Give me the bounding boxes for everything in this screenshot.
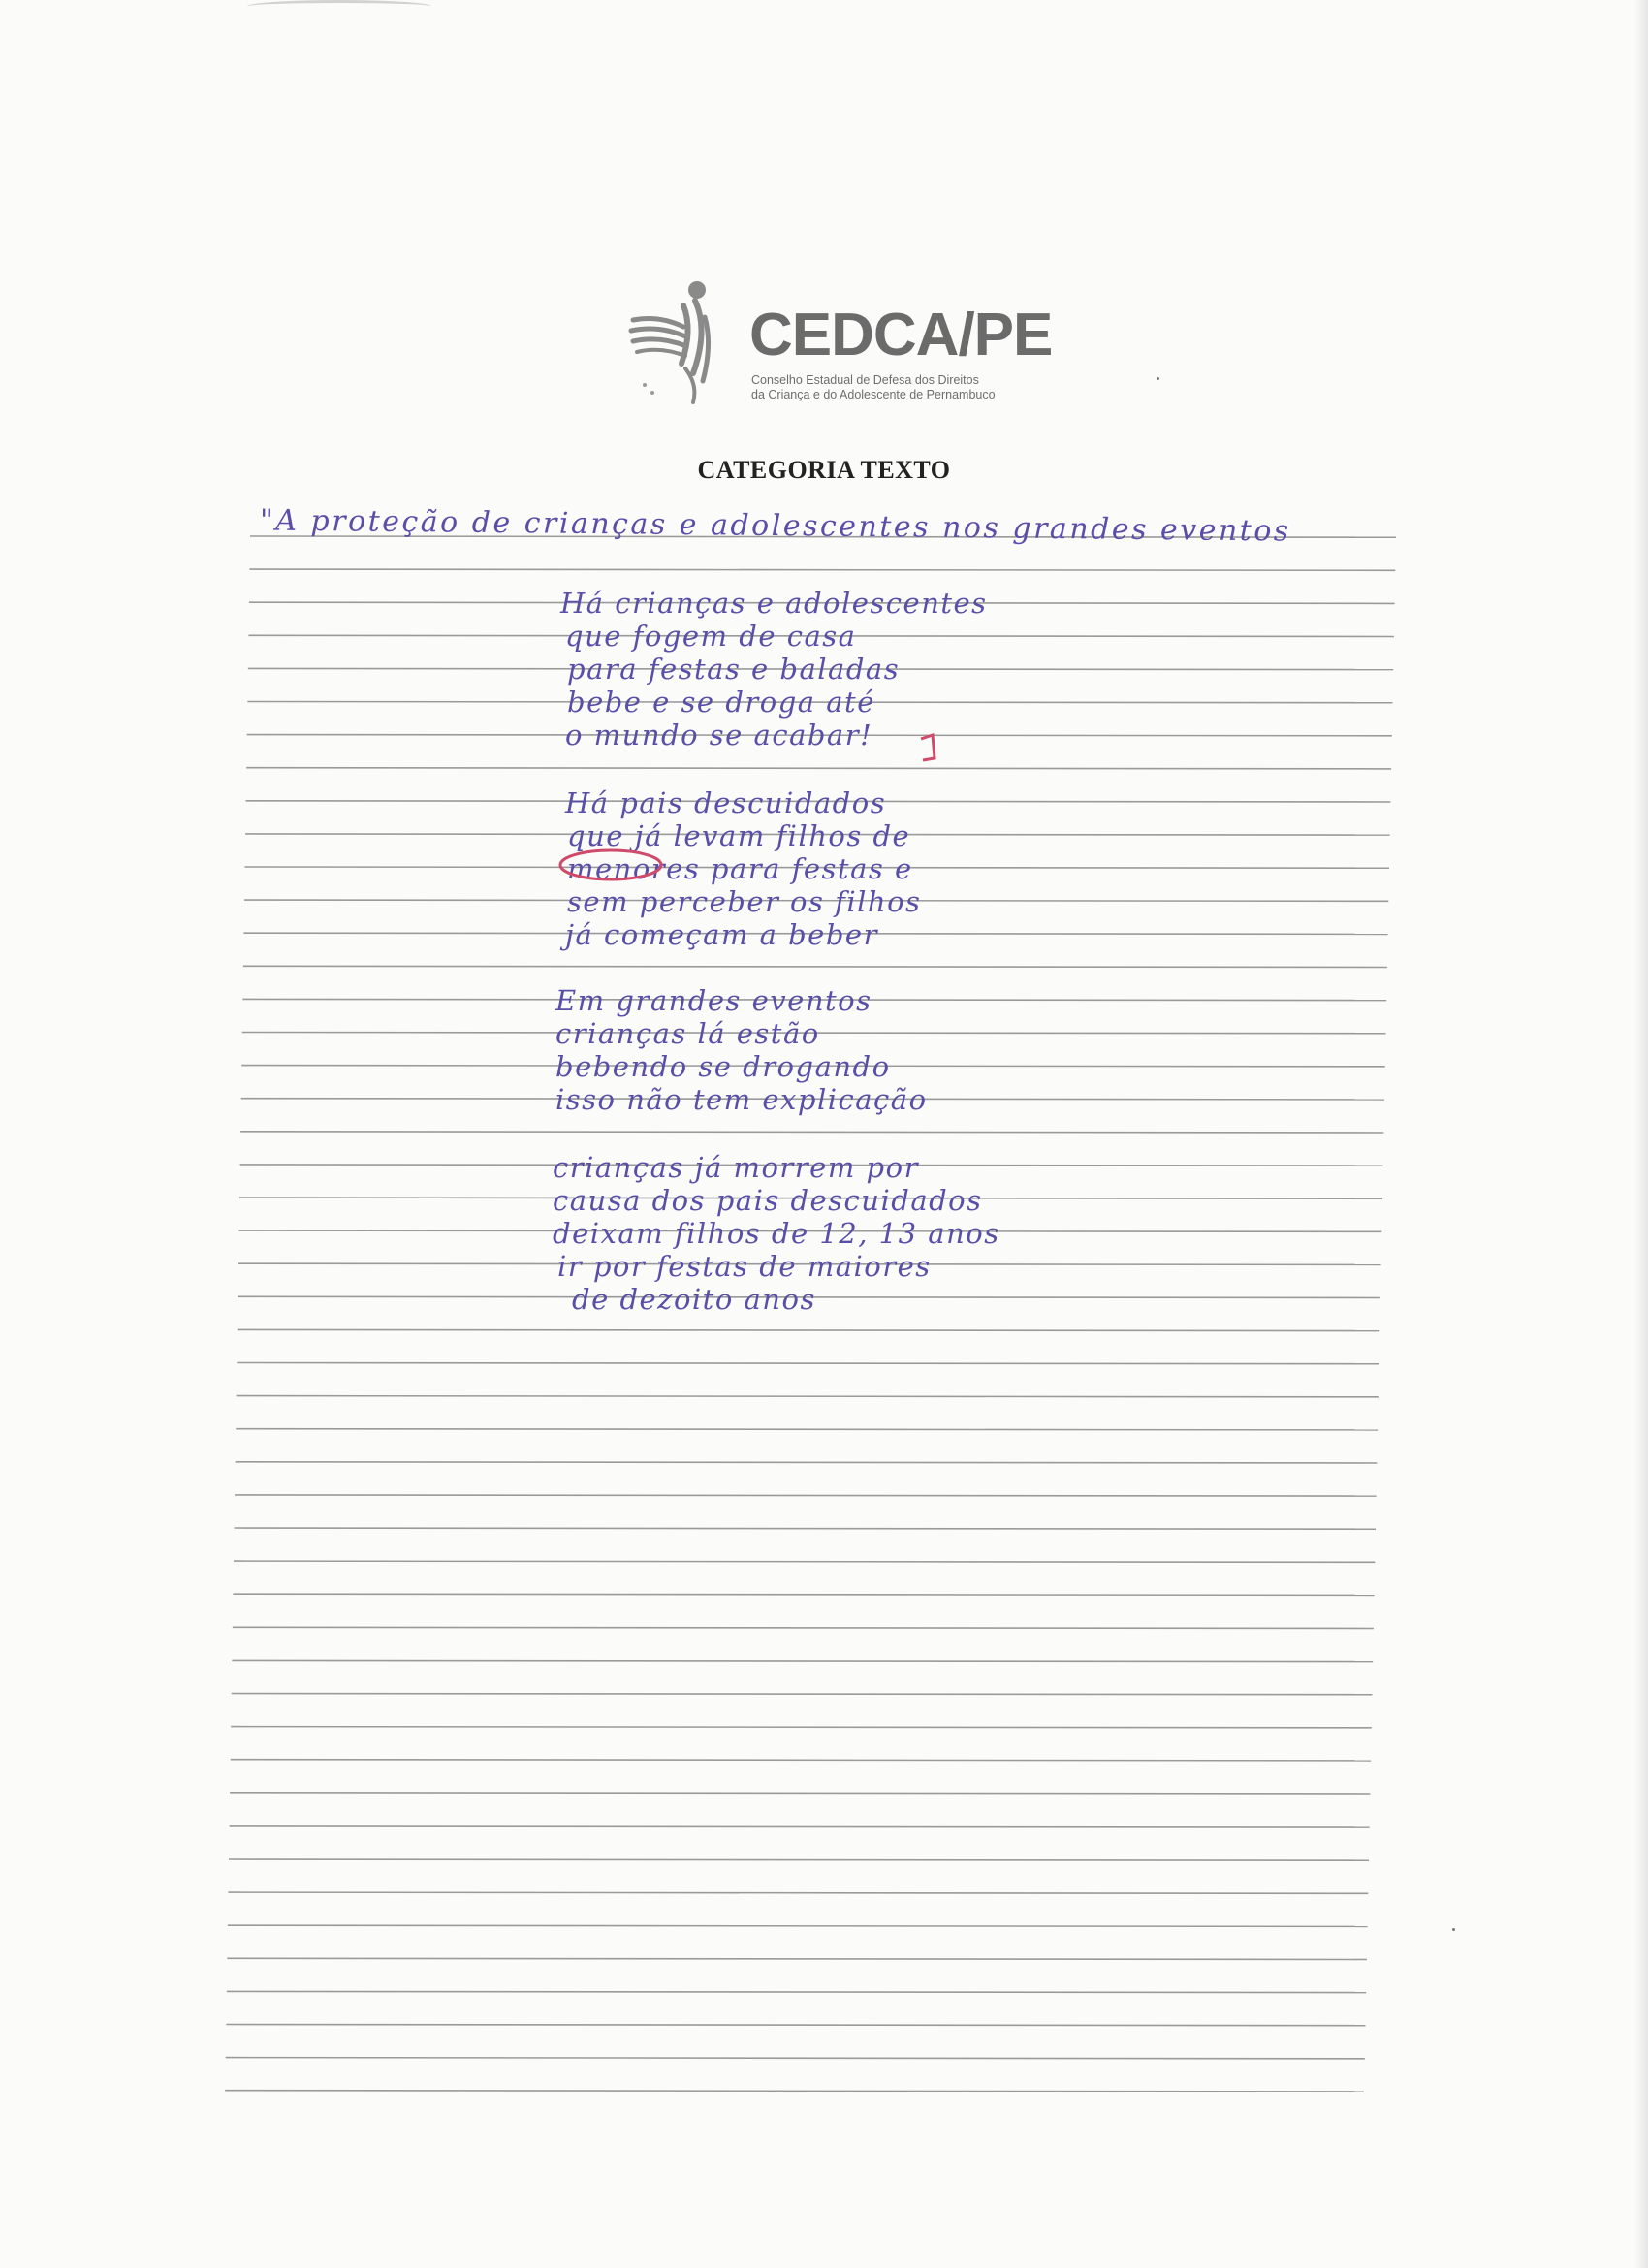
ruled-line <box>230 1826 1370 1827</box>
poem-line: Em grandes eventos <box>555 984 872 1017</box>
ruled-line <box>237 1363 1379 1364</box>
poem-line: causa dos pais descuidados <box>553 1184 983 1217</box>
poem-line: que fogem de casa <box>565 620 857 653</box>
poem-line: bebendo se drogando <box>555 1050 891 1083</box>
poem-line: de dezoito anos <box>572 1283 816 1316</box>
poem-line: que já levam filhos de <box>567 819 911 852</box>
ruled-line <box>226 2058 1365 2059</box>
ruled-line <box>227 1958 1367 1959</box>
ruled-line <box>234 1561 1375 1562</box>
ruled-line <box>228 1925 1368 1926</box>
ruled-line <box>232 1694 1373 1695</box>
logo-wordmark: CEDCA/PE <box>749 302 1053 368</box>
poem-line: Há pais descuidados <box>565 786 887 819</box>
poem-line: isso não tem explicação <box>555 1083 928 1116</box>
logo-subtitle-line: Conselho Estadual de Defesa dos Direitos <box>751 373 979 387</box>
poem-line: o mundo se acabar! <box>565 719 873 751</box>
ruled-line <box>235 1495 1377 1496</box>
ruled-line <box>226 2025 1365 2026</box>
ruled-line <box>243 966 1387 967</box>
ruled-line <box>228 1892 1368 1893</box>
ruled-line <box>235 1528 1377 1529</box>
poem-line: crianças já morrem por <box>553 1151 919 1184</box>
poem-line: menores para festas e <box>567 852 913 885</box>
ruled-line <box>237 1396 1379 1397</box>
logo-subtitle-line: da Criança e do Adolescente de Pernambuco <box>751 388 996 401</box>
ruled-line <box>230 1793 1370 1794</box>
poem-line: crianças lá estão <box>555 1017 820 1050</box>
poem-line: bebe e se droga até <box>567 686 875 719</box>
ruled-line <box>233 1627 1374 1628</box>
ruled-line <box>238 1329 1379 1330</box>
ruled-line <box>229 1859 1369 1860</box>
poem-line: já começam a beber <box>565 918 878 951</box>
ruled-line <box>236 1462 1378 1463</box>
poem-line: sem perceber os filhos <box>567 885 922 918</box>
ruled-line <box>233 1594 1374 1595</box>
ruled-line <box>236 1429 1378 1430</box>
poem-line: deixam filhos de 12, 13 anos <box>553 1217 1000 1250</box>
ruled-line <box>225 2091 1364 2092</box>
ruled-line <box>227 1991 1366 1992</box>
category-title: CATEGORIA TEXTO <box>697 456 951 484</box>
poem-line: para festas e baladas <box>567 653 901 686</box>
ruled-line <box>240 1132 1383 1133</box>
ruled-line <box>249 569 1395 570</box>
ruled-line <box>231 1760 1371 1761</box>
poem-line: ir por festas de maiores <box>557 1250 932 1283</box>
ruled-line <box>231 1727 1372 1728</box>
red-correction-marks <box>553 718 979 950</box>
poem-title: "A proteção de crianças e adolescentes nos grandes eventos <box>259 503 1291 549</box>
ruled-line <box>232 1660 1373 1661</box>
poem-line: Há crianças e adolescentes <box>560 587 988 620</box>
